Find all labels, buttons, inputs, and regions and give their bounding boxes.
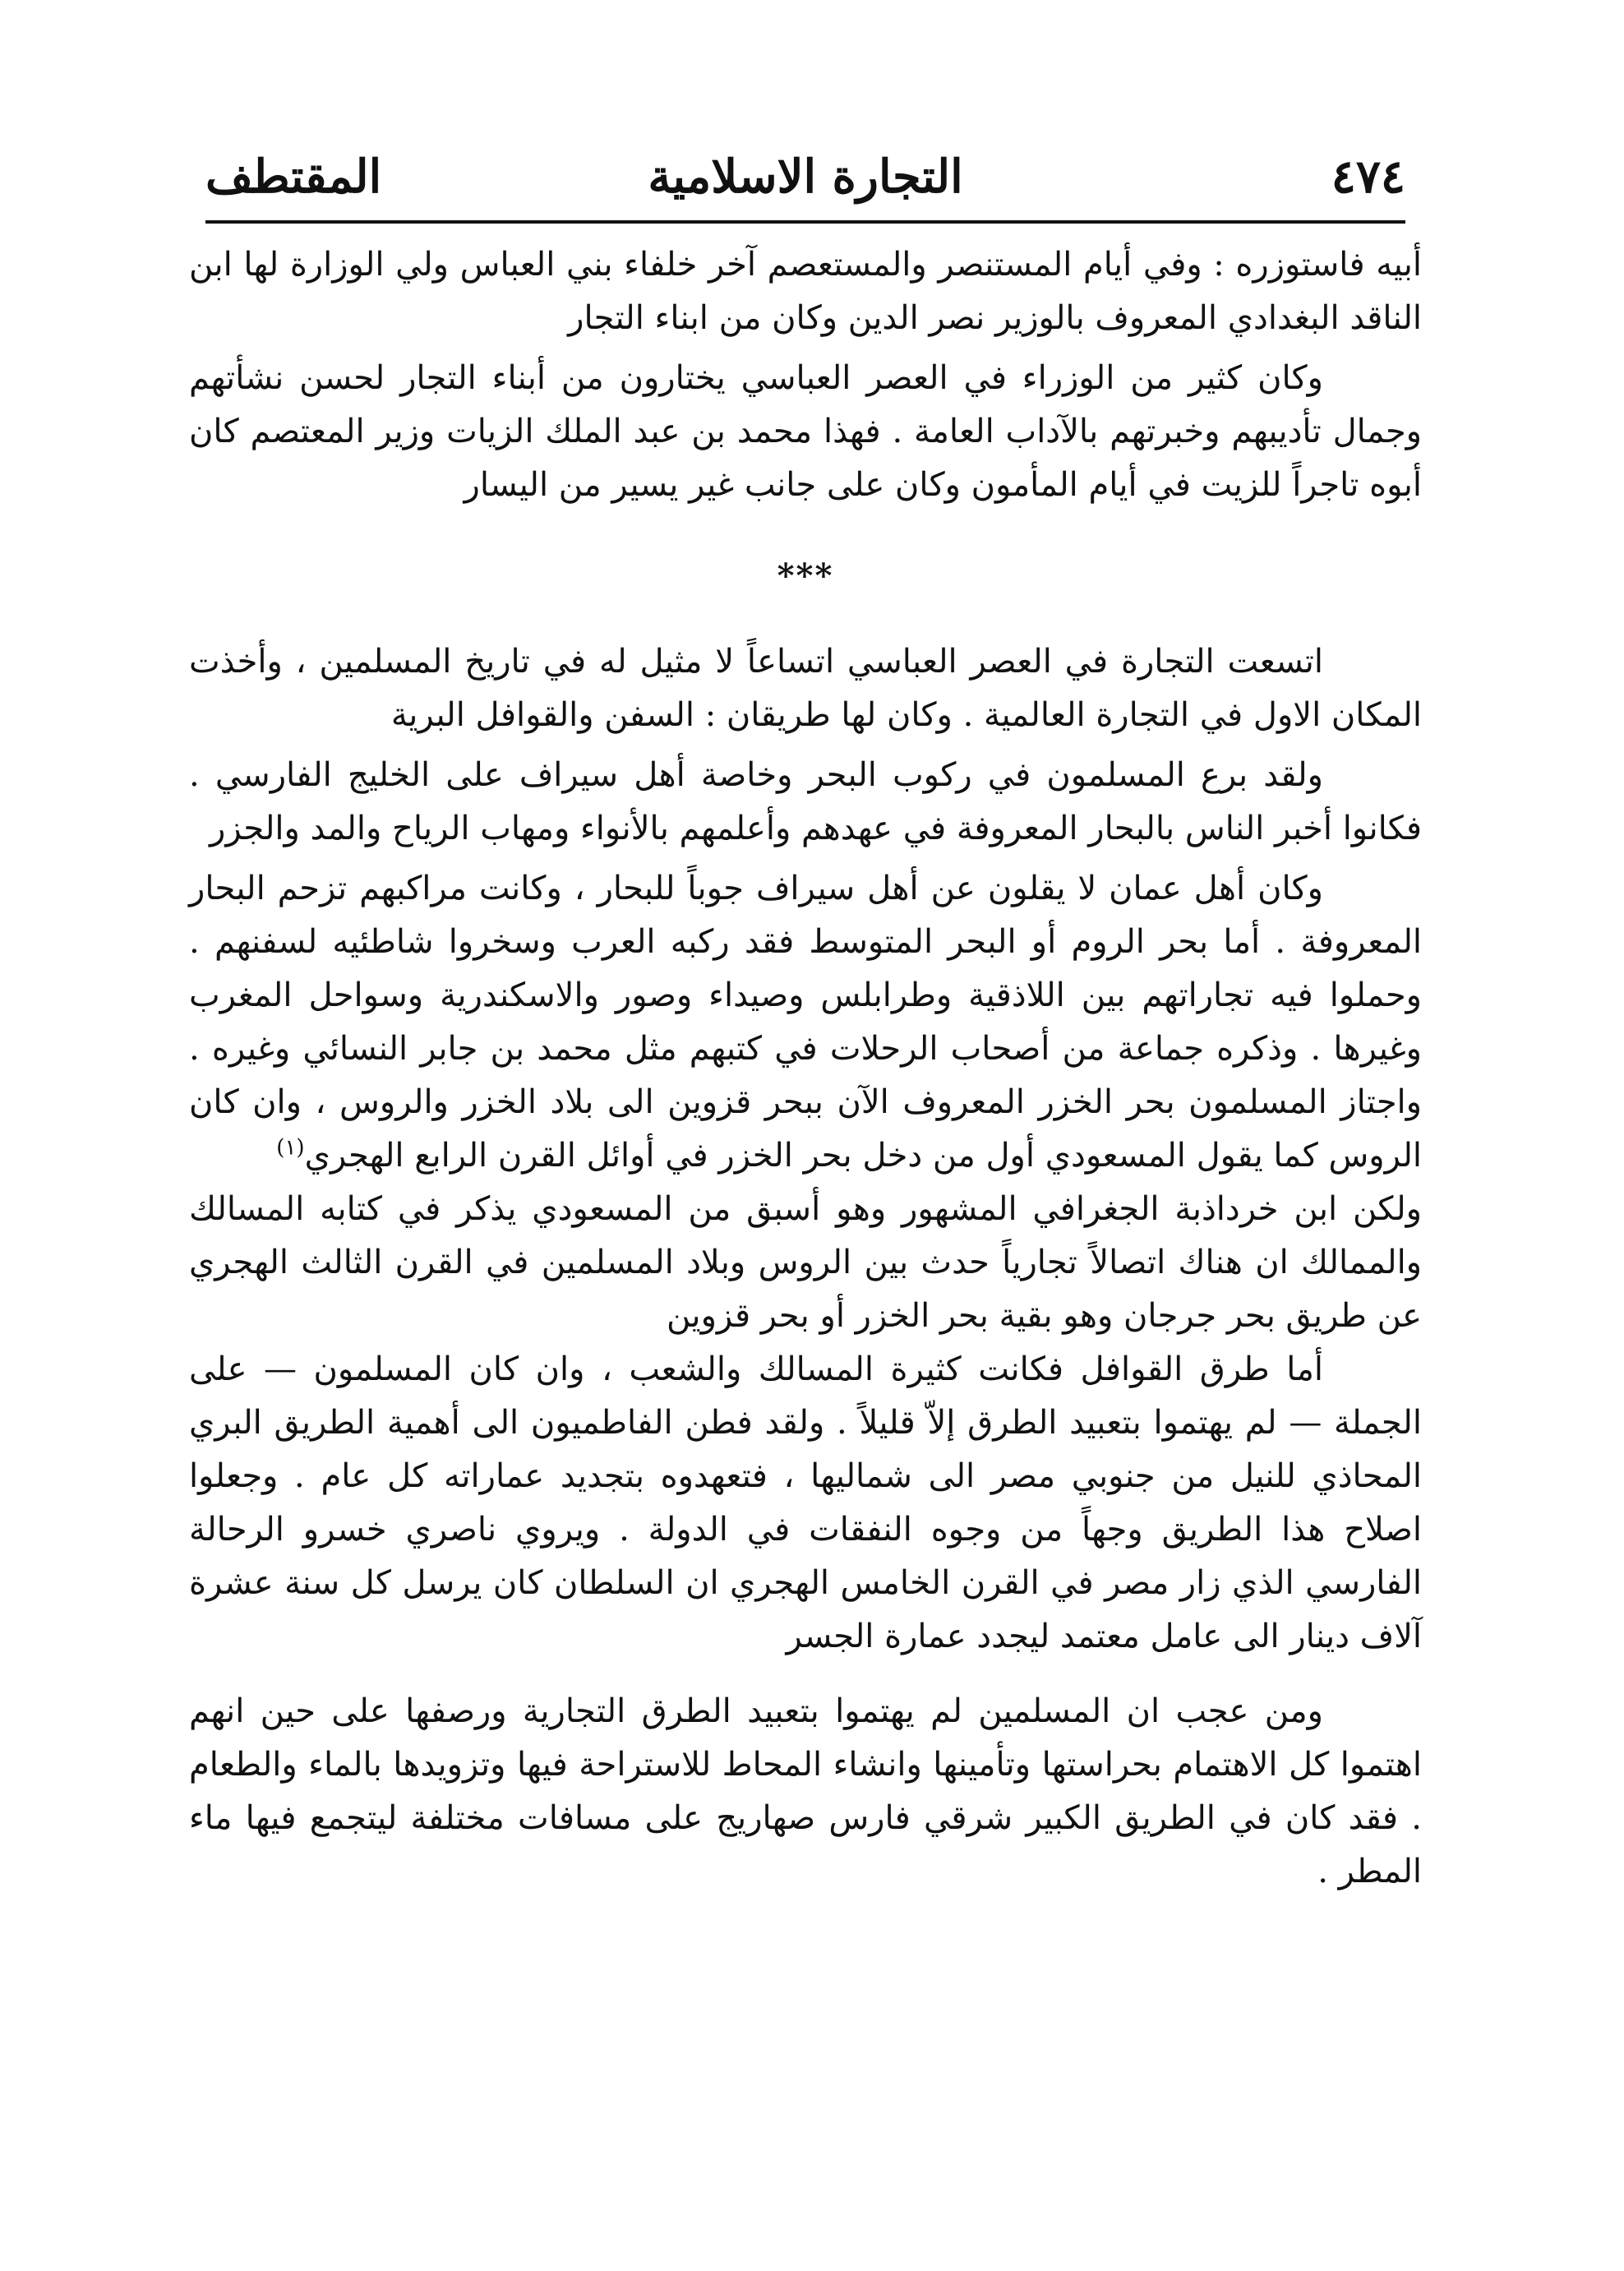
page-number: ٤٧٤ [1331,150,1405,204]
page-header [205,140,1405,214]
paragraph: ولقد برع المسلمون في ركوب البحر وخاصة أهل سيراف على الخليج الفارسي . فكانوا أخبر الناس بالبحار المعروفة في عهدهم وأعلمهم بالأنواء ومهاب الرياح والمد والجزر [189,756,1422,847]
paragraph: وكان كثير من الوزراء في العصر العباسي يختارون من أبناء التجار لحسن نشأتهم وجمال تأديبهم وخبرتهم بالآداب العامة . فهذا محمد بن عبد الملك الزيات وزير المعتصم كان أبوه تاجراً للزيت في أيام المأمون وكان على جانب غير يسير من اليسار [189,359,1422,504]
paragraph [189,862,1422,1183]
header-rule [205,220,1405,224]
paragraph: ولكن ابن خرداذبة الجغرافي المشهور وهو أسبق من المسعودي يذكر في كتابه المسالك والممالك ان هناك اتصالاً تجارياً حدث بين الروس وبلاد المسلمين في القرن الثالث الهجري عن طريق بحر جرجان وهو بقية بحر الخزر أو بحر قزوين [189,1190,1422,1335]
article-body [189,238,1422,1899]
footnote-marker: (١) [276,1135,305,1161]
journal-name: المقتطف [205,150,382,204]
paragraph: اتسعت التجارة في العصر العباسي اتساعاً لا مثيل له في تاريخ المسلمين ، وأخذت المكان الاول في التجارة العالمية . وكان لها طريقان : السفن والقوافل البرية [189,643,1422,734]
paragraph: أبيه فاستوزره : وفي أيام المستنصر والمستعصم آخر خلفاء بني العباس ولي الوزارة لها ابن الناقد البغدادي المعروف بالوزير نصر الدين وكان من ابناء التجار [189,246,1422,337]
section-separator: *** [777,556,834,595]
paragraph: ومن عجب ان المسلمين لم يهتموا بتعبيد الطرق التجارية ورصفها على حين انهم اهتموا كل الاهتمام بحراستها وتأمينها وانشاء المحاط للاستراحة فيها وتزويدها بالماء والطعام . فقد كان في الطريق الكبير شرقي فارس صهاريج على مسافات مختلفة ليتجمع فيها ماء المطر . [189,1692,1422,1890]
paragraph-text: وكان أهل عمان لا يقلون عن أهل سيراف جوباً للبحار ، وكانت مراكبهم تزحم البحار المعروفة . أما بحر الروم أو البحر المتوسط فقد ركبه العرب وسخروا شاطئيه لسفنهم . وحملوا فيه تجاراتهم بين اللاذقية وطرابلس وصيداء وصور والاسكندرية وسواحل المغرب وغيرها . وذكره جماعة من أصحاب الرحلات في كتبهم مثل محمد بن جابر النسائي وغيره . واجتاز المسلمون بحر الخزر المعروف الآن ببحر قزوين الى بلاد الخزر والروس ، وان كان الروس كما يقول المسعودي أول من دخل بحر الخزر في أوائل القرن الرابع الهجري [189,870,1422,1175]
paragraph: أما طرق القوافل فكانت كثيرة المسالك والشعب ، وان كان المسلمون — على الجملة — لم يهتموا بتعبيد الطرق إلاّ قليلاً . ولقد فطن الفاطميون الى أهمية الطريق البري المحاذي للنيل من جنوبي مصر الى شماليها ، فتعهدوه بتجديد عماراته كل عام . وجعلوا اصلاح هذا الطريق وجهاً من وجوه النفقات في الدولة . ويروي ناصري خسرو الرحالة الفارسي الذي زار مصر في القرن الخامس الهجري ان السلطان كان يرسل كل سنة عشرة آلاف دينار الى عامل معتمد ليجدد عمارة الجسر [189,1350,1422,1655]
running-title: التجارة الاسلامية [648,150,963,204]
